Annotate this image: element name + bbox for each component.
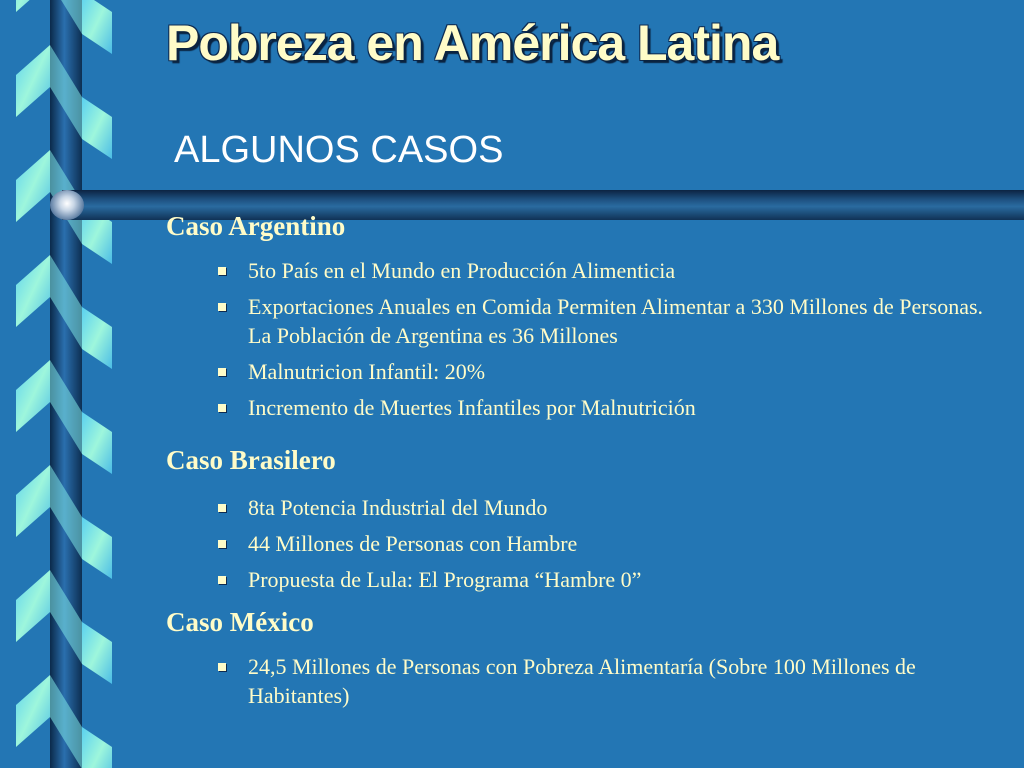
slide-title: Pobreza en América Latina — [166, 15, 779, 71]
list-item: 5to País en el Mundo en Producción Alimenticia — [218, 256, 1008, 285]
ribbon-stripe — [82, 307, 112, 369]
list-item: Exportaciones Anuales en Comida Permiten Alimentar a 330 Millones de Personas. La Población de Argentina es 36 Millones — [218, 292, 1008, 350]
ribbon-stripe — [16, 150, 50, 222]
ribbon-stripe — [16, 0, 50, 12]
square-bullet-icon — [218, 540, 226, 548]
square-bullet-icon — [218, 576, 226, 584]
ribbon-stripe — [82, 0, 112, 54]
list-item: 24,5 Millones de Personas con Pobreza Alimentaría (Sobre 100 Millones de Habitantes) — [218, 652, 1008, 710]
case-heading-mexico: Caso México — [166, 607, 314, 637]
ribbon-stripe — [82, 517, 112, 579]
decorative-ribbon — [0, 0, 115, 768]
ribbon-stripe — [16, 465, 50, 537]
case-list-mexico — [218, 652, 1008, 717]
divider-knob — [50, 190, 84, 220]
ribbon-stripe — [16, 360, 50, 432]
case-heading-brasil: Caso Brasilero — [166, 445, 336, 475]
square-bullet-icon — [218, 663, 226, 671]
case-list-brasil — [218, 493, 1008, 601]
ribbon-stripe — [16, 45, 50, 117]
case-heading-argentina: Caso Argentino — [166, 211, 346, 241]
case-list-argentina — [218, 256, 1008, 429]
square-bullet-icon — [218, 368, 226, 376]
square-bullet-icon — [218, 504, 226, 512]
list-item: 44 Millones de Personas con Hambre — [218, 529, 1008, 558]
list-item: Incremento de Muertes Infantiles por Malnutrición — [218, 393, 1008, 422]
square-bullet-icon — [218, 267, 226, 275]
ribbon-stripe — [82, 97, 112, 159]
square-bullet-icon — [218, 303, 226, 311]
ribbon-stripe — [82, 622, 112, 684]
ribbon-stripe — [16, 675, 50, 747]
slide-subtitle: ALGUNOS CASOS — [174, 129, 504, 171]
list-item: 8ta Potencia Industrial del Mundo — [218, 493, 1008, 522]
ribbon-stripe — [82, 727, 112, 768]
square-bullet-icon — [218, 404, 226, 412]
ribbon-stripe — [82, 412, 112, 474]
list-item: Propuesta de Lula: El Programa “Hambre 0” — [218, 565, 1008, 594]
ribbon-stripe — [16, 255, 50, 327]
ribbon-stripe — [16, 570, 50, 642]
list-item: Malnutricion Infantil: 20% — [218, 357, 1008, 386]
